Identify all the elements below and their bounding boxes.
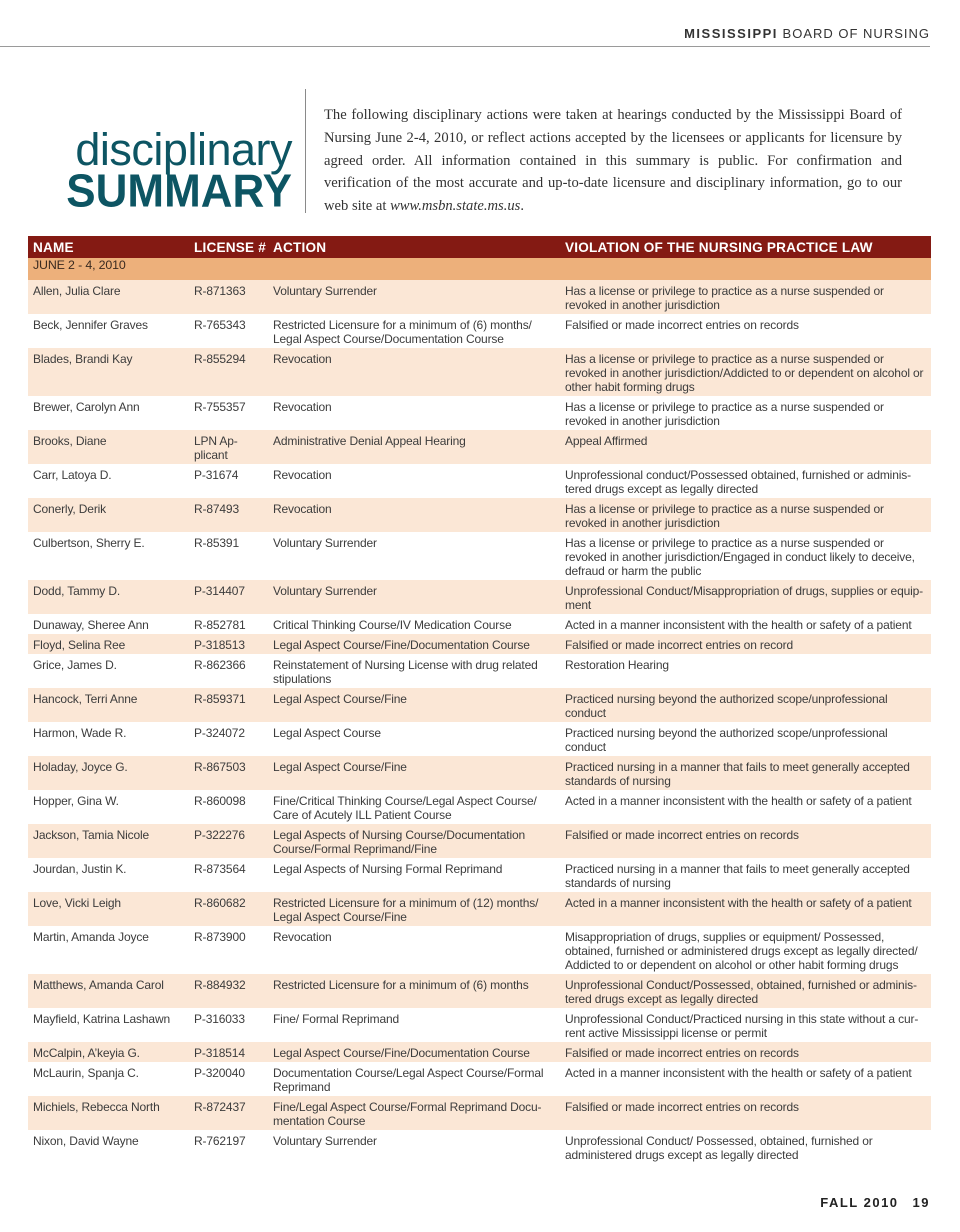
cell-action: Voluntary Surrender xyxy=(268,580,560,614)
cell-license: R-87493 xyxy=(189,498,268,532)
cell-action: Legal Aspect Course/Fine xyxy=(268,756,560,790)
cell-license: R-862366 xyxy=(189,654,268,688)
cell-license: R-873564 xyxy=(189,858,268,892)
cell-action: Legal Aspect Course xyxy=(268,722,560,756)
cell-license: R-852781 xyxy=(189,614,268,634)
cell-name: Hancock, Terri Anne xyxy=(28,688,189,722)
cell-license: R-855294 xyxy=(189,348,268,396)
cell-action: Legal Aspects of Nursing Course/Documentation Course/Formal Reprimand/Fine xyxy=(268,824,560,858)
cell-license: R-884932 xyxy=(189,974,268,1008)
cell-name: Grice, James D. xyxy=(28,654,189,688)
page-number: 19 xyxy=(912,1195,930,1210)
section-date: JUNE 2 - 4, 2010 xyxy=(28,258,931,280)
cell-license: R-867503 xyxy=(189,756,268,790)
section-row xyxy=(28,258,931,280)
disciplinary-table xyxy=(28,236,931,1164)
cell-violation: Unprofessional conduct/Possessed obtained, furnished or adminis-tered drugs except as legally directed xyxy=(560,464,931,498)
cell-action: Legal Aspects of Nursing Formal Reprimand xyxy=(268,858,560,892)
cell-name: Jourdan, Justin K. xyxy=(28,858,189,892)
cell-action: Restricted Licensure for a minimum of (6) months xyxy=(268,974,560,1008)
cell-license: R-859371 xyxy=(189,688,268,722)
table-row xyxy=(28,1096,931,1130)
cell-name: Dodd, Tammy D. xyxy=(28,580,189,614)
cell-action: Voluntary Surrender xyxy=(268,532,560,580)
cell-violation: Unprofessional Conduct/Misappropriation of drugs, supplies or equip-ment xyxy=(560,580,931,614)
cell-violation: Unprofessional Conduct/ Possessed, obtained, furnished or administered drugs except as legally directed xyxy=(560,1130,931,1164)
page-title xyxy=(60,124,292,218)
table-row xyxy=(28,348,931,396)
table-row xyxy=(28,654,931,688)
cell-action: Legal Aspect Course/Fine/Documentation Course xyxy=(268,634,560,654)
cell-action: Voluntary Surrender xyxy=(268,280,560,314)
cell-violation: Falsified or made incorrect entries on record xyxy=(560,634,931,654)
table-row xyxy=(28,688,931,722)
table-header-row xyxy=(28,236,931,258)
cell-name: Dunaway, Sheree Ann xyxy=(28,614,189,634)
cell-license: R-872437 xyxy=(189,1096,268,1130)
cell-action: Voluntary Surrender xyxy=(268,1130,560,1164)
cell-name: Brooks, Diane xyxy=(28,430,189,464)
cell-violation: Unprofessional Conduct/Practiced nursing in this state without a cur-rent active Mississippi license or permit xyxy=(560,1008,931,1042)
header-divider xyxy=(0,46,930,47)
table-row xyxy=(28,926,931,974)
cell-name: Allen, Julia Clare xyxy=(28,280,189,314)
intro-paragraph xyxy=(324,104,902,218)
cell-action: Fine/Critical Thinking Course/Legal Aspect Course/ Care of Acutely ILL Patient Course xyxy=(268,790,560,824)
cell-action: Legal Aspect Course/Fine/Documentation Course xyxy=(268,1042,560,1062)
cell-action: Reinstatement of Nursing License with drug related stipulations xyxy=(268,654,560,688)
table-row xyxy=(28,722,931,756)
table-row xyxy=(28,892,931,926)
table-row xyxy=(28,498,931,532)
cell-violation: Practiced nursing in a manner that fails to meet generally accepted standards of nursing xyxy=(560,756,931,790)
cell-action: Revocation xyxy=(268,348,560,396)
website-link[interactable]: www.msbn.state.ms.us xyxy=(390,198,521,215)
cell-action: Administrative Denial Appeal Hearing xyxy=(268,430,560,464)
cell-license: R-871363 xyxy=(189,280,268,314)
table-row xyxy=(28,280,931,314)
title-divider xyxy=(305,89,306,213)
cell-name: Nixon, David Wayne xyxy=(28,1130,189,1164)
cell-license: R-755357 xyxy=(189,396,268,430)
cell-name: Floyd, Selina Ree xyxy=(28,634,189,654)
table-row xyxy=(28,430,931,464)
cell-name: Carr, Latoya D. xyxy=(28,464,189,498)
cell-license: R-85391 xyxy=(189,532,268,580)
cell-violation: Appeal Affirmed xyxy=(560,430,931,464)
table-row xyxy=(28,974,931,1008)
table-row xyxy=(28,790,931,824)
cell-name: Culbertson, Sherry E. xyxy=(28,532,189,580)
header-violation: VIOLATION OF THE NURSING PRACTICE LAW xyxy=(560,236,931,258)
cell-violation: Falsified or made incorrect entries on records xyxy=(560,1096,931,1130)
cell-action: Restricted Licensure for a minimum of (12) months/ Legal Aspect Course/Fine xyxy=(268,892,560,926)
cell-name: McLaurin, Spanja C. xyxy=(28,1062,189,1096)
brand-state: MISSISSIPPI xyxy=(684,26,778,41)
cell-action: Revocation xyxy=(268,926,560,974)
cell-action: Revocation xyxy=(268,464,560,498)
cell-violation: Practiced nursing beyond the authorized scope/unprofessional conduct xyxy=(560,688,931,722)
cell-name: Brewer, Carolyn Ann xyxy=(28,396,189,430)
table-row xyxy=(28,396,931,430)
cell-violation: Practiced nursing in a manner that fails to meet generally accepted standards of nursing xyxy=(560,858,931,892)
cell-name: Martin, Amanda Joyce xyxy=(28,926,189,974)
table-row xyxy=(28,614,931,634)
cell-violation: Has a license or privilege to practice as a nurse suspended or revoked in another jurisdiction xyxy=(560,280,931,314)
cell-name: Jackson, Tamia Nicole xyxy=(28,824,189,858)
cell-violation: Unprofessional Conduct/Possessed, obtained, furnished or adminis-tered drugs except as legally directed xyxy=(560,974,931,1008)
cell-action: Revocation xyxy=(268,498,560,532)
cell-license: R-765343 xyxy=(189,314,268,348)
table-row xyxy=(28,464,931,498)
cell-violation: Acted in a manner inconsistent with the health or safety of a patient xyxy=(560,1062,931,1096)
intro-text: The following disciplinary actions were taken at hearings conducted by the Mississippi Board of Nursing June 2-4, 2010, or reflect actions accepted by the licensees or applicants for licensure by agreed order. All information contained in this summary is public. For confirmation and verification of the most accurate and up-to-date licensure and disciplinary information, go to our web site at xyxy=(324,107,902,215)
cell-name: McCalpin, A’keyia G. xyxy=(28,1042,189,1062)
cell-license: P-314407 xyxy=(189,580,268,614)
header-name: NAME xyxy=(28,236,189,258)
table-row xyxy=(28,634,931,654)
cell-license: P-324072 xyxy=(189,722,268,756)
cell-action: Revocation xyxy=(268,396,560,430)
header-brand xyxy=(684,26,930,41)
cell-violation: Acted in a manner inconsistent with the health or safety of a patient xyxy=(560,614,931,634)
table-row xyxy=(28,1008,931,1042)
cell-violation: Acted in a manner inconsistent with the health or safety of a patient xyxy=(560,790,931,824)
cell-name: Michiels, Rebecca North xyxy=(28,1096,189,1130)
cell-violation: Acted in a manner inconsistent with the health or safety of a patient xyxy=(560,892,931,926)
cell-name: Conerly, Derik xyxy=(28,498,189,532)
table-row xyxy=(28,580,931,614)
cell-name: Love, Vicki Leigh xyxy=(28,892,189,926)
cell-action: Documentation Course/Legal Aspect Course/Formal Reprimand xyxy=(268,1062,560,1096)
header-action: ACTION xyxy=(268,236,560,258)
page-footer xyxy=(820,1195,930,1210)
header-license: LICENSE # xyxy=(189,236,268,258)
cell-violation: Has a license or privilege to practice as a nurse suspended or revoked in another jurisdiction xyxy=(560,396,931,430)
table-row xyxy=(28,532,931,580)
cell-license: P-322276 xyxy=(189,824,268,858)
title-disciplinary: disciplinary xyxy=(75,124,292,175)
cell-license: R-873900 xyxy=(189,926,268,974)
cell-action: Fine/Legal Aspect Course/Formal Reprimand Docu-mentation Course xyxy=(268,1096,560,1130)
cell-violation: Misappropriation of drugs, supplies or equipment/ Possessed, obtained, furnished or administered drugs except as legally directed/ Addicted to or dependent on alcohol or other habit forming drugs xyxy=(560,926,931,974)
cell-violation: Falsified or made incorrect entries on records xyxy=(560,1042,931,1062)
table-row xyxy=(28,1042,931,1062)
table-row xyxy=(28,314,931,348)
cell-name: Matthews, Amanda Carol xyxy=(28,974,189,1008)
cell-license: R-762197 xyxy=(189,1130,268,1164)
cell-violation: Practiced nursing beyond the authorized scope/unprofessional conduct xyxy=(560,722,931,756)
brand-board: BOARD OF NURSING xyxy=(782,26,930,41)
cell-name: Hopper, Gina W. xyxy=(28,790,189,824)
table-row xyxy=(28,858,931,892)
table-row xyxy=(28,1130,931,1164)
table-row xyxy=(28,1062,931,1096)
cell-name: Holaday, Joyce G. xyxy=(28,756,189,790)
cell-license: P-320040 xyxy=(189,1062,268,1096)
issue-label: FALL 2010 xyxy=(820,1195,899,1210)
cell-action: Critical Thinking Course/IV Medication Course xyxy=(268,614,560,634)
cell-name: Beck, Jennifer Graves xyxy=(28,314,189,348)
cell-name: Mayfield, Katrina Lashawn xyxy=(28,1008,189,1042)
cell-license: LPN Ap-plicant xyxy=(189,430,268,464)
cell-violation: Falsified or made incorrect entries on records xyxy=(560,824,931,858)
cell-violation: Has a license or privilege to practice as a nurse suspended or revoked in another jurisdiction/Addicted to or dependent on alcohol or other habit forming drugs xyxy=(560,348,931,396)
cell-name: Harmon, Wade R. xyxy=(28,722,189,756)
title-summary: SUMMARY xyxy=(66,165,292,218)
cell-violation: Falsified or made incorrect entries on records xyxy=(560,314,931,348)
cell-license: P-318513 xyxy=(189,634,268,654)
cell-action: Legal Aspect Course/Fine xyxy=(268,688,560,722)
cell-action: Fine/ Formal Reprimand xyxy=(268,1008,560,1042)
cell-license: P-31674 xyxy=(189,464,268,498)
table-row xyxy=(28,756,931,790)
cell-action: Restricted Licensure for a minimum of (6) months/ Legal Aspect Course/Documentation Course xyxy=(268,314,560,348)
cell-violation: Has a license or privilege to practice as a nurse suspended or revoked in another jurisdiction xyxy=(560,498,931,532)
intro-end: . xyxy=(520,198,525,215)
cell-name: Blades, Brandi Kay xyxy=(28,348,189,396)
cell-license: P-316033 xyxy=(189,1008,268,1042)
cell-license: R-860098 xyxy=(189,790,268,824)
cell-license: P-318514 xyxy=(189,1042,268,1062)
cell-violation: Has a license or privilege to practice as a nurse suspended or revoked in another jurisdiction/Engaged in conduct likely to deceive, defraud or harm the public xyxy=(560,532,931,580)
table-row xyxy=(28,824,931,858)
cell-license: R-860682 xyxy=(189,892,268,926)
cell-violation: Restoration Hearing xyxy=(560,654,931,688)
